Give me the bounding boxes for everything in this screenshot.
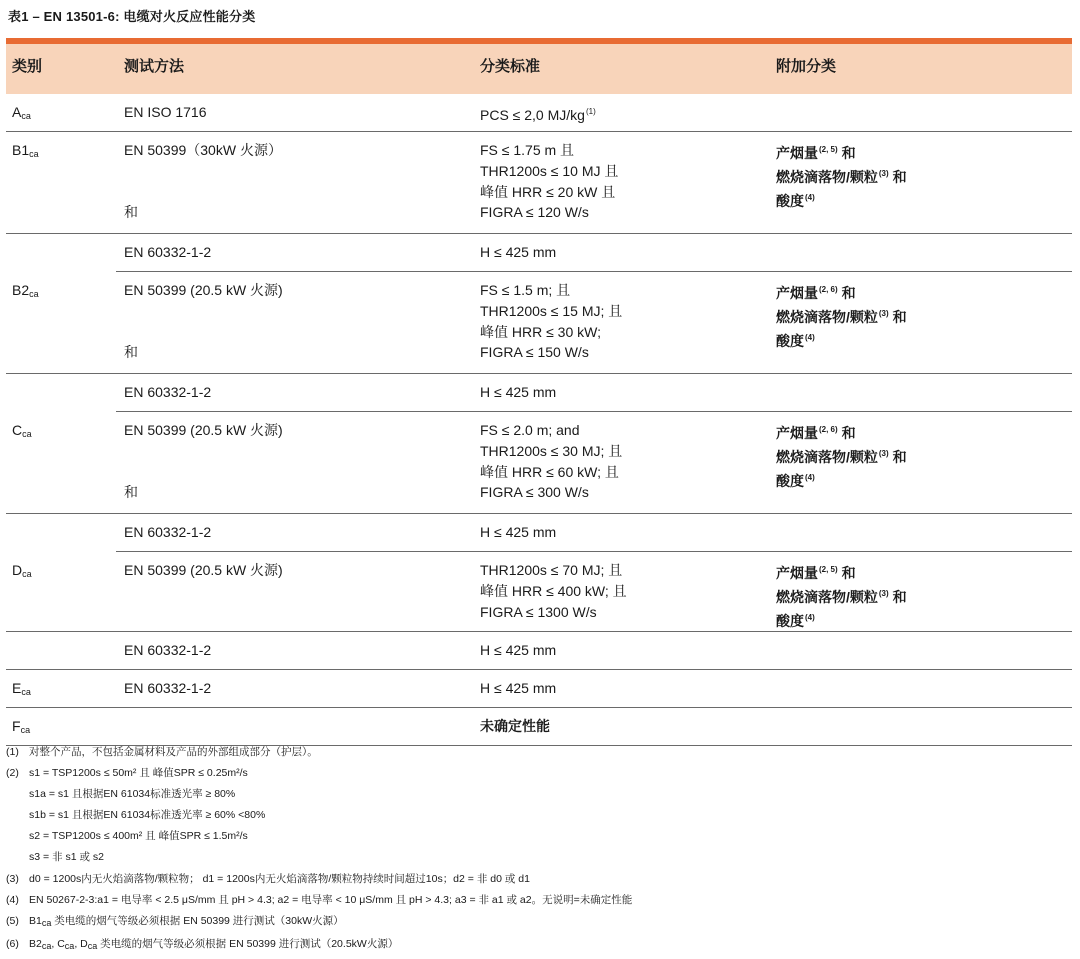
header-additional: 附加分类: [776, 58, 837, 75]
table-row-eca: [6, 670, 1072, 708]
table-subrow-b1ca: [116, 234, 1072, 272]
header-class: 类别: [12, 58, 43, 75]
test-method: EN 50399 (20.5 kW 火源): [124, 422, 283, 438]
additional-classification: 产烟量$^{(2, 5)}$ 和 燃烧滴落物/颗粒$^{(3)}$ 和 酸度$^{(4)}$: [776, 565, 907, 629]
criteria: FS ≤ 1.75 m 且 THR1200s ≤ 10 MJ 且 峰值 HRR ≤ 20 kW 且 FIGRA ≤ 120 W/s: [480, 142, 619, 221]
criteria: FS ≤ 2.0 m; and THR1200s ≤ 30 MJ; 且 峰值 HRR ≤ 60 kW; 且 FIGRA ≤ 300 W/s: [480, 422, 623, 501]
table-header: [6, 38, 1072, 94]
test-method: EN 60332-1-2: [124, 244, 212, 260]
additional-classification: 产烟量$^{(2, 6)}$ 和 燃烧滴落物/颗粒$^{(3)}$ 和 酸度$^{(4)}$: [776, 285, 907, 349]
header-test-method: 测试方法: [124, 58, 185, 75]
footnote-4: (4) EN 50267-2-3:a1 = 电导率 < 2.5 μS/mm 且 pH > 4.3; a2 = 电导率 < 10 μS/mm 且 pH > 4.3; a3 = 非 a1 或 a2。无说明=未确定性能: [6, 893, 633, 906]
table-row-b1ca: [6, 132, 1072, 234]
class-label: $B2_{ca}$: [12, 282, 39, 299]
class-label: $F_{ca}$: [12, 718, 31, 735]
criteria: H ≤ 425 mm: [480, 524, 557, 540]
criteria: FS ≤ 1.5 m; 且 THR1200s ≤ 15 MJ; 且 峰值 HRR ≤ 30 kW; FIGRA ≤ 150 W/s: [480, 282, 623, 361]
and-label: 和: [124, 484, 138, 500]
criteria: THR1200s ≤ 70 MJ; 且 峰值 HRR ≤ 400 kW; 且 FIGRA ≤ 1300 W/s: [480, 562, 627, 620]
classification-table: [6, 38, 1072, 746]
criteria: H ≤ 425 mm: [480, 642, 557, 658]
test-method: EN 50399 (20.5 kW 火源): [124, 282, 283, 298]
test-method: EN 60332-1-2: [124, 524, 212, 540]
footnote-2-s3: s3 = 非 s1 或 s2: [29, 851, 104, 864]
footnote-2-s1a: s1a = s1 且根据EN 61034标准透光率 ≥ 80%: [29, 788, 236, 801]
table-row-fca: [6, 708, 1072, 746]
criteria: H ≤ 425 mm: [480, 384, 557, 400]
criteria: H ≤ 425 mm: [480, 244, 557, 260]
footnote-5: (5) B1ca 类电缆的烟气等级必须根据 EN 50399 进行测试（30kW火源）: [6, 914, 344, 928]
test-method: EN ISO 1716: [124, 104, 207, 120]
criteria: 未确定性能: [480, 718, 550, 734]
criteria: PCS ≤ 2,0 $MJ/kg^{(1)}$: [480, 107, 596, 123]
table-caption: 表1 – EN 13501-6: 电缆对火反应性能分类: [8, 9, 256, 24]
class-label: $A_{ca}$: [12, 104, 31, 121]
table-row-cca: [6, 412, 1072, 514]
table-subrow-cca: [116, 514, 1072, 552]
and-label: 和: [124, 204, 138, 220]
class-label: $B1_{ca}$: [12, 142, 39, 159]
class-label: $D_{ca}$: [12, 562, 32, 579]
footnote-3: (3) d0 = 1200s内无火焰滴落物/颗粒物； d1 = 1200s内无火焰滴落物/颗粒物持续时间超过10s；d2 = 非 d0 或 d1: [6, 872, 530, 885]
test-method: EN 60332-1-2: [124, 680, 212, 696]
additional-classification: 产烟量$^{(2, 5)}$ 和 燃烧滴落物/颗粒$^{(3)}$ 和 酸度$^{(4)}$: [776, 145, 907, 209]
class-label: $E_{ca}$: [12, 680, 31, 697]
test-method: EN 60332-1-2: [124, 642, 212, 658]
table-row-b2ca: [6, 272, 1072, 374]
test-method: EN 50399 (20.5 kW 火源): [124, 562, 283, 578]
and-label: 和: [124, 344, 138, 360]
footnote-2-s2: s2 = TSP1200s ≤ 400m² 且 峰值SPR ≤ 1.5m²/s: [29, 830, 248, 843]
footnote-1: (1) 对整个产品，不包括金属材料及产品的外部组成部分（护层）。: [6, 746, 318, 758]
footnote-6: (6) B2ca, Cca, Dca 类电缆的烟气等级必须根据 EN 50399 进行测试（20.5kW火源）: [6, 937, 399, 951]
table-row-dca: [6, 552, 1072, 632]
table-row-aca: [6, 94, 1072, 132]
table-subrow-b2ca: [116, 374, 1072, 412]
test-method: EN 50399（30kW 火源）: [124, 142, 282, 158]
criteria: H ≤ 425 mm: [480, 680, 557, 696]
footnote-2-s1b: s1b = s1 且根据EN 61034标准透光率 ≥ 60% <80%: [29, 809, 266, 822]
footnotes: [6, 742, 632, 957]
additional-classification: 产烟量$^{(2, 6)}$ 和 燃烧滴落物/颗粒$^{(3)}$ 和 酸度$^{(4)}$: [776, 425, 907, 489]
footnote-2: (2) s1 = TSP1200s ≤ 50m² 且 峰值SPR ≤ 0.25m²/s: [6, 767, 248, 780]
header-criteria: 分类标准: [480, 58, 541, 75]
table-subrow-dca: [6, 632, 1072, 670]
class-label: $C_{ca}$: [12, 422, 32, 439]
test-method: EN 60332-1-2: [124, 384, 212, 400]
